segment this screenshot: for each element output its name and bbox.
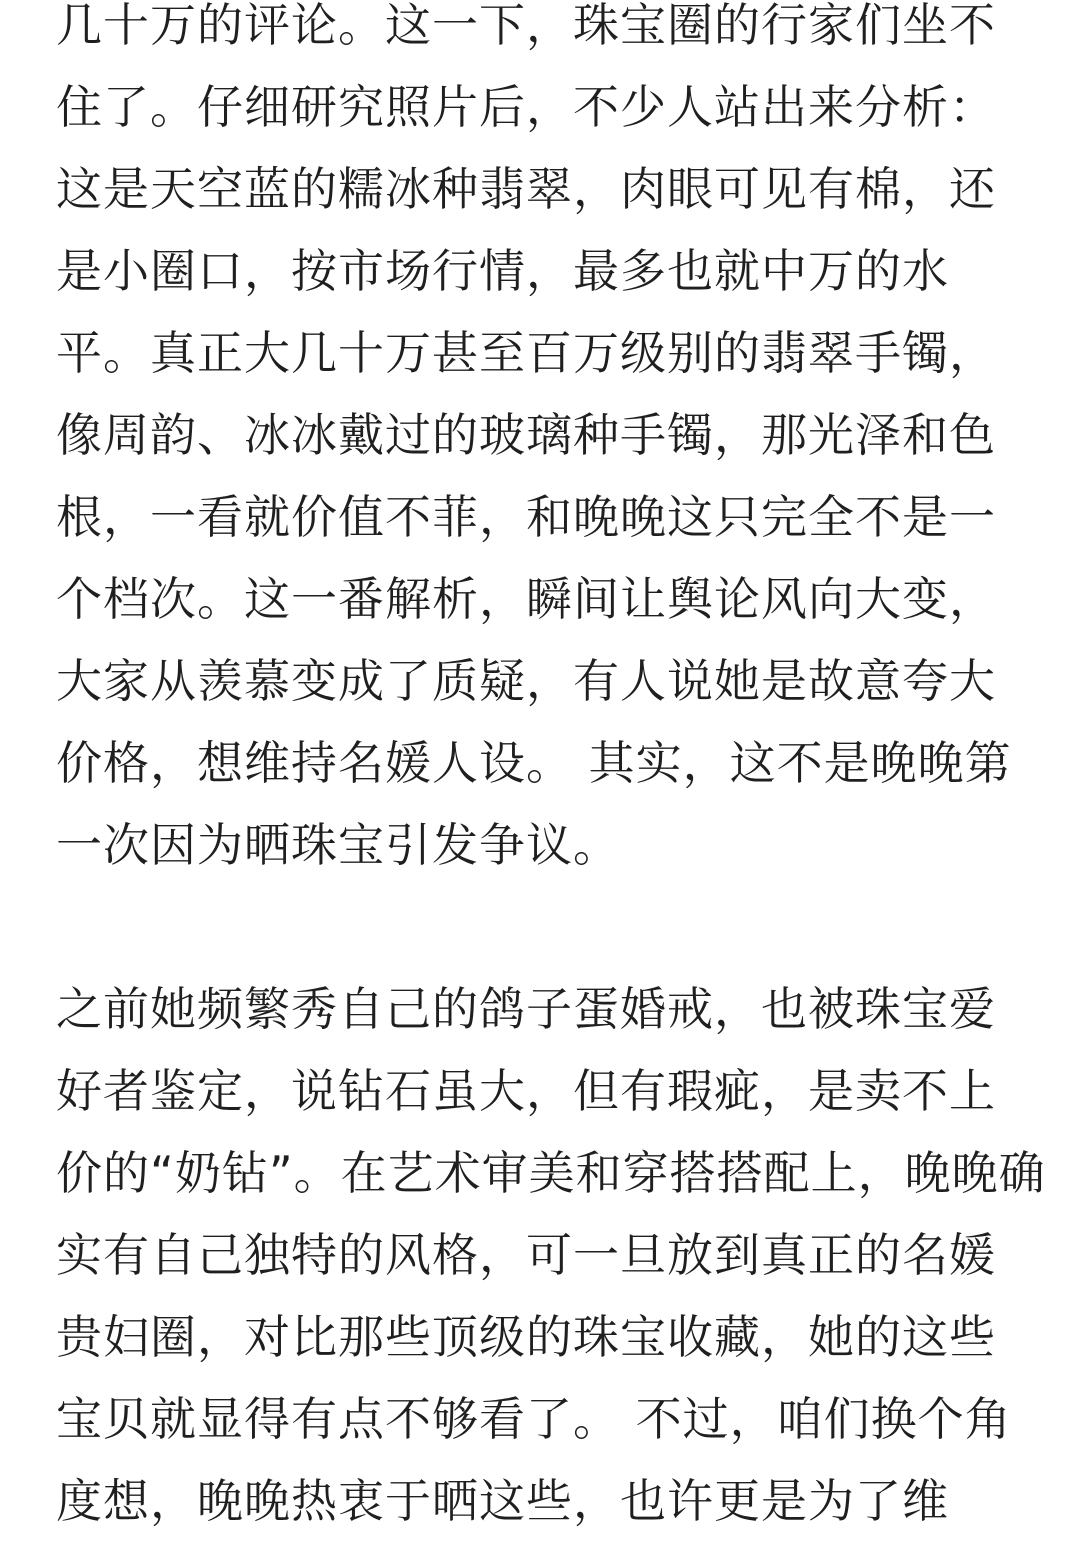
- text-line: 价的“奶钻”。在艺术审美和穿搭搭配上，晚晚确: [56, 1146, 1046, 1200]
- text-line: 一次因为晒珠宝引发争议。: [56, 818, 620, 872]
- article-body: [56, 0, 1046, 1542]
- text-line: 这是天空蓝的糯冰种翡翠，肉眼可见有棉，还: [56, 162, 996, 216]
- text-line: 是小圈口，按市场行情，最多也就中万的水: [56, 244, 949, 298]
- text-line: 好者鉴定，说钻石虽大，但有瑕疵，是卖不上: [56, 1064, 996, 1118]
- text-line: 价格，想维持名媛人设。 其实，这不是晚晚第: [56, 736, 1012, 790]
- article-paragraph-1: [56, 0, 1036, 886]
- text-line: 根，一看就价值不菲，和晚晚这只完全不是一: [56, 490, 996, 544]
- text-line: 实有自己独特的风格，可一旦放到真正的名媛: [56, 1228, 996, 1282]
- paragraph-spacer: [56, 886, 1036, 968]
- article-paragraph-2: [56, 968, 1046, 1542]
- text-line: 贵妇圈，对比那些顶级的珠宝收藏，她的这些: [56, 1310, 996, 1364]
- text-line: 度想，晚晚热衷于晒这些，也许更是为了维: [56, 1474, 949, 1528]
- text-line: 个档次。这一番解析，瞬间让舆论风向大变，: [56, 572, 996, 626]
- text-line: 大家从羡慕变成了质疑，有人说她是故意夸大: [56, 654, 996, 708]
- text-line: 像周韵、冰冰戴过的玻璃种手镯，那光泽和色: [56, 408, 996, 462]
- text-line: 宝贝就显得有点不够看了。 不过，咱们换个角: [56, 1392, 1012, 1446]
- text-line: 平。真正大几十万甚至百万级别的翡翠手镯，: [56, 326, 996, 380]
- text-line: 几十万的评论。这一下，珠宝圈的行家们坐不: [56, 0, 996, 52]
- text-line: 之前她频繁秀自己的鸽子蛋婚戒，也被珠宝爱: [56, 982, 996, 1036]
- text-line: 住了。仔细研究照片后，不少人站出来分析：: [56, 80, 996, 134]
